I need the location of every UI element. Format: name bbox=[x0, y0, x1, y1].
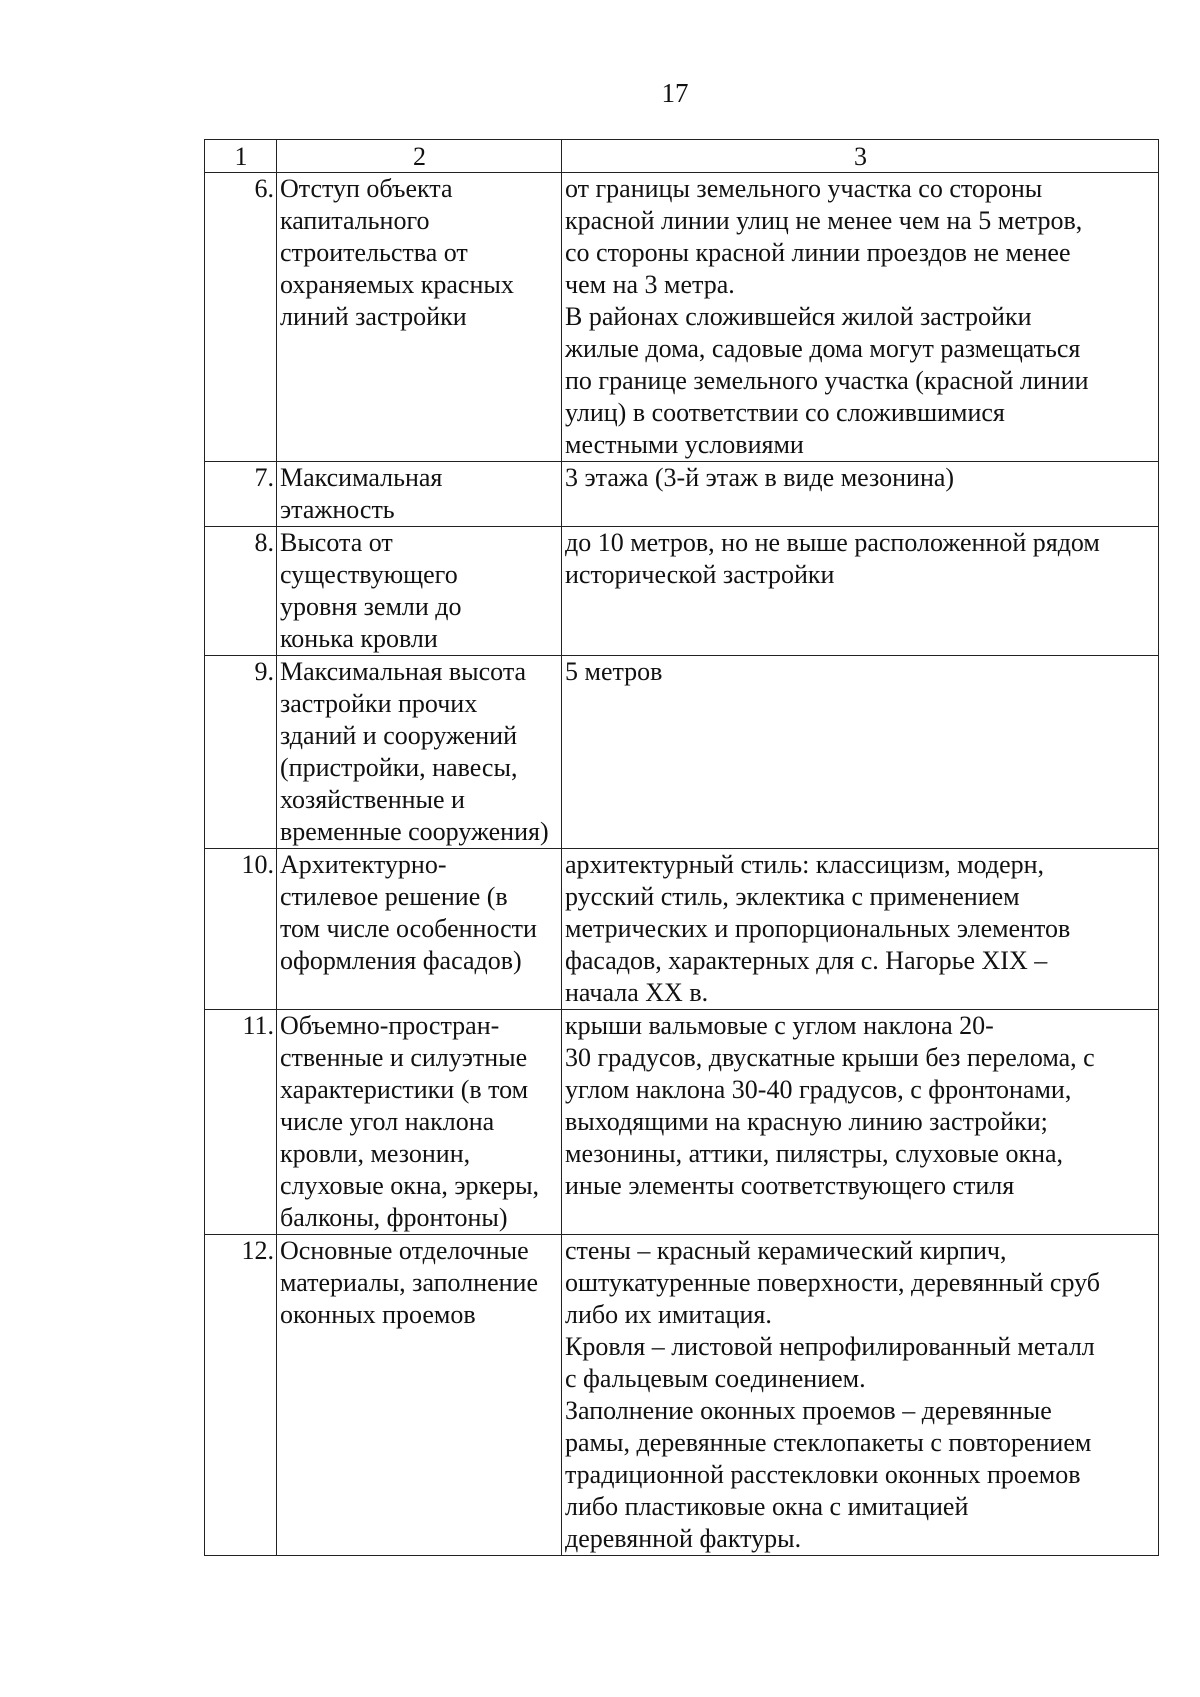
table-row bbox=[205, 1235, 1159, 1556]
value-cell: стены – красный керамический кирпич, оштукатуренные поверхности, деревянный сруб либо их имитация. Кровля – листовой непрофилированный металл с фальцевым соединением. Заполнение оконных проемов – деревянные рамы, деревянные стеклопакеты с повторением традиционной расстекловки оконных проемов либо пластиковые окна с имитацией деревянной фактуры. bbox=[562, 1235, 1159, 1556]
parameter-cell: Объемно-простран- ственные и силуэтные характеристики (в том числе угол наклона кровли, мезонин, слуховые окна, эркеры, балконы, фронтоны) bbox=[277, 1010, 562, 1235]
value-cell: 5 метров bbox=[562, 656, 1159, 849]
value-cell: до 10 метров, но не выше расположенной рядом исторической застройки bbox=[562, 527, 1159, 656]
table-row bbox=[205, 849, 1159, 1010]
value-cell: архитектурный стиль: классицизм, модерн, русский стиль, эклектика с применением метрических и пропорциональных элементов фасадов, характерных для с. Нагорье XIX – начала XX в. bbox=[562, 849, 1159, 1010]
page-number: 17 bbox=[661, 78, 689, 108]
parameter-cell: Архитектурно- стилевое решение (в том числе особенности оформления фасадов) bbox=[277, 849, 562, 1010]
value-cell: от границы земельного участка со стороны красной линии улиц не менее чем на 5 метров, со стороны красной линии проездов не менее чем на 3 метра. В районах сложившейся жилой застройки жилые дома, садовые дома могут размещаться по границе земельного участка (красной линии улиц) в соответствии со сложившимися местными условиями bbox=[562, 173, 1159, 462]
row-number: 9. bbox=[205, 656, 277, 849]
table-row bbox=[205, 462, 1159, 527]
row-number: 6. bbox=[205, 173, 277, 462]
header-row bbox=[205, 140, 1159, 173]
parameter-cell: Основные отделочные материалы, заполнение оконных проемов bbox=[277, 1235, 562, 1556]
parameter-cell: Высота от существующего уровня земли до конька кровли bbox=[277, 527, 562, 656]
parameter-cell: Отступ объекта капитального строительства от охраняемых красных линий застройки bbox=[277, 173, 562, 462]
table-row bbox=[205, 527, 1159, 656]
table-row bbox=[205, 173, 1159, 462]
row-number: 12. bbox=[205, 1235, 277, 1556]
row-number: 8. bbox=[205, 527, 277, 656]
table-row bbox=[205, 656, 1159, 849]
regulations-table bbox=[204, 139, 1159, 1556]
value-cell: крыши вальмовые с углом наклона 20- 30 градусов, двускатные крыши без перелома, с углом наклона 30-40 градусов, с фронтонами, выходящими на красную линию застройки; мезонины, аттики, пилястры, слуховые окна, иные элементы соответствующего стиля bbox=[562, 1010, 1159, 1235]
parameter-cell: Максимальная высота застройки прочих зданий и сооружений (пристройки, навесы, хозяйственные и временные сооружения) bbox=[277, 656, 562, 849]
table-row bbox=[205, 1010, 1159, 1235]
header-col-2: 2 bbox=[277, 140, 562, 173]
row-number: 11. bbox=[205, 1010, 277, 1235]
row-number: 7. bbox=[205, 462, 277, 527]
parameter-cell: Максимальная этажность bbox=[277, 462, 562, 527]
header-col-1: 1 bbox=[205, 140, 277, 173]
row-number: 10. bbox=[205, 849, 277, 1010]
value-cell: 3 этажа (3-й этаж в виде мезонина) bbox=[562, 462, 1159, 527]
header-col-3: 3 bbox=[562, 140, 1159, 173]
